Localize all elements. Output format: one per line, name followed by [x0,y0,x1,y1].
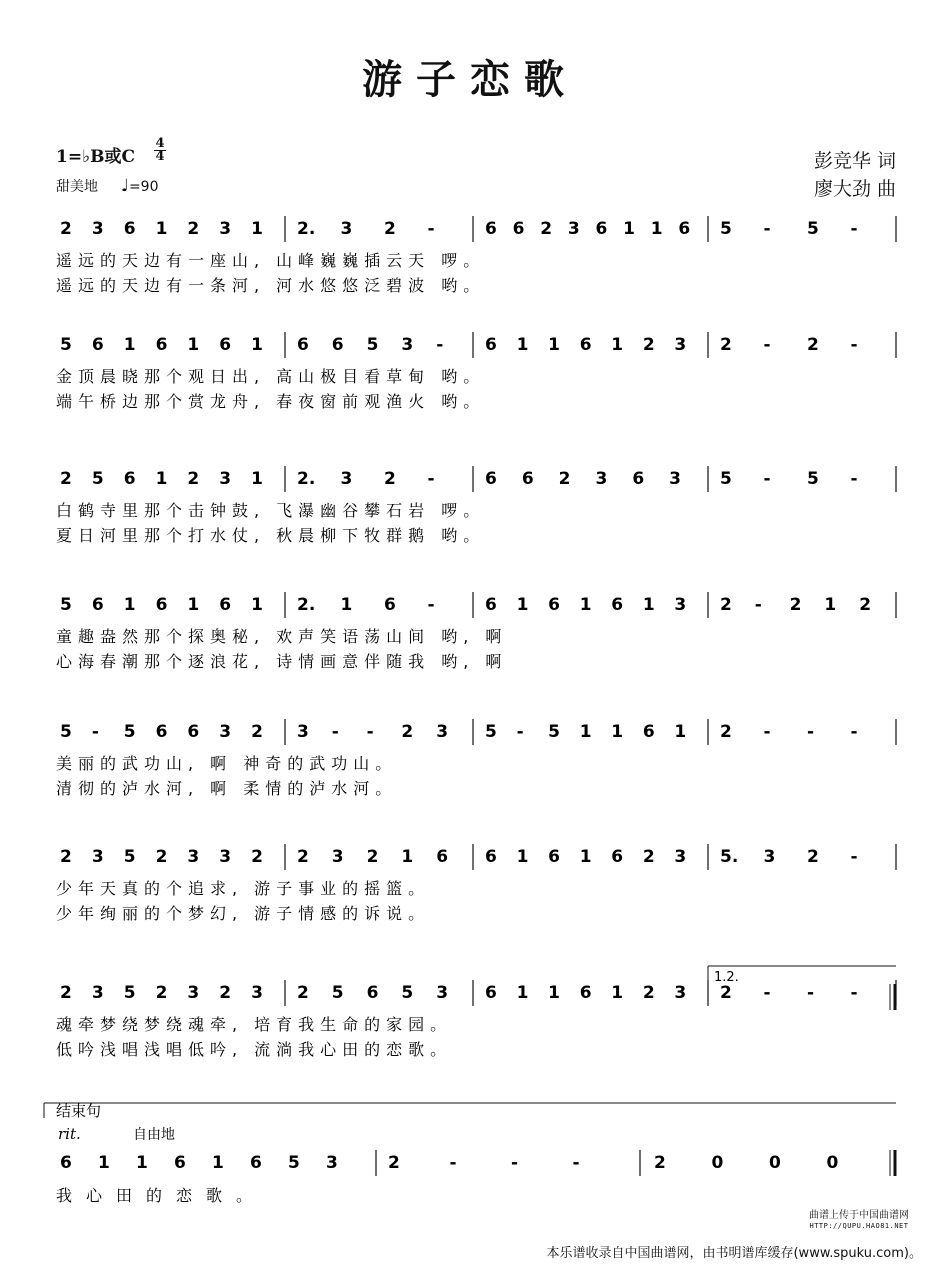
coda-note: 6 [60,1153,72,1173]
note: 6 [384,595,396,615]
note: 3 [340,219,353,239]
note: 6 [297,335,309,355]
note: 2. [297,595,316,615]
note: 2 [60,219,72,239]
note: 1 [187,595,200,615]
note: - [850,335,858,355]
coda-note: 6 [174,1153,186,1173]
note: 2 [187,219,200,239]
note: 5 [60,335,72,355]
note: 6 [485,335,497,355]
lyric-line: 魂牵梦绕梦绕魂牵, 培育我生命的家园。 [56,1015,453,1034]
note: - [850,983,858,1003]
note: 1 [650,219,663,239]
note: 2 [251,722,263,742]
note: 6 [632,469,645,489]
note: - [754,595,762,615]
note: 6 [595,219,608,239]
note: 1 [516,847,529,867]
key-signature: 1=♭B或C [56,147,135,167]
volta-label: 1.2. [714,970,739,985]
note: - [366,722,374,742]
lyric-line: 遥远的天边有一座山, 山峰巍巍插云天 啰。 [56,251,486,270]
note: 2 [720,722,732,742]
note: 1 [579,595,592,615]
coda-note: 2 [654,1153,666,1173]
note: 3 [187,847,200,867]
note: - [850,219,858,239]
note: 3 [674,595,687,615]
lyric-line: 端午桥边那个赏龙舟, 春夜窗前观渔火 哟。 [56,392,486,411]
note: - [850,469,858,489]
note: - [427,469,435,489]
note: 2 [297,983,309,1003]
note: - [516,722,524,742]
watermark-line2: HTTP://QUPU.HAO81.NET [809,1222,909,1230]
source-note: 本乐谱收录自中国曲谱网，由书明谱库缓存(www.spuku.com)。 [546,1246,922,1261]
note: 5. [720,847,739,867]
coda-note: 3 [326,1153,338,1173]
note: 6 [642,722,655,742]
note: - [427,219,435,239]
coda-label: 结束句 [56,1102,102,1120]
note: 6 [485,847,497,867]
note: 6 [512,219,525,239]
song-title: 游子恋歌 [362,56,578,103]
note: 3 [340,469,353,489]
note: 2 [807,335,819,355]
time-signature-top: 4 [155,136,165,151]
note: - [763,469,771,489]
note: 2 [384,469,396,489]
coda-lyric: 我心田的恋歌。 [56,1186,267,1205]
note: 6 [485,595,497,615]
note: 6 [579,335,592,355]
note: 6 [219,335,232,355]
note: 1 [155,219,168,239]
note: 1 [251,335,263,355]
lyric-line: 清彻的泸水河, 啊 柔情的泸水河。 [56,779,398,798]
note: 1 [123,595,136,615]
coda-note: 1 [98,1153,110,1173]
note: 5 [60,595,72,615]
note: 2 [384,219,396,239]
note: 3 [219,219,232,239]
note: 1 [340,595,353,615]
coda-note: - [511,1153,519,1173]
note: 5 [123,847,136,867]
note: 3 [763,847,776,867]
note: 2 [297,847,309,867]
note: 6 [123,219,136,239]
note: 3 [187,983,200,1003]
free-tempo-marking: 自由地 [133,1127,175,1143]
note: 1 [674,722,687,742]
note: 6 [678,219,691,239]
coda-note: - [449,1153,457,1173]
note: - [763,335,771,355]
coda-note: 6 [250,1153,262,1173]
note: 2 [859,595,872,615]
note: 1 [516,983,529,1003]
note: 1 [642,595,655,615]
note: 1 [623,219,635,239]
lyric-line: 夏日河里那个打水仗, 秋晨柳下牧群鹅 哟。 [56,526,486,545]
note: 1 [548,335,560,355]
tempo-expression: 甜美地 [56,179,98,195]
note: 3 [567,219,580,239]
note: 2 [558,469,571,489]
note: 6 [485,983,497,1003]
note: 2 [720,595,732,615]
note: 3 [91,983,104,1003]
note: 1 [579,722,592,742]
lyric-line: 金顶晨晓那个观日出, 高山极目看草甸 哟。 [56,367,486,386]
note: 1 [611,335,624,355]
note: 1 [401,847,414,867]
coda-note: 0 [711,1153,724,1173]
note: 6 [548,595,560,615]
note: 2 [720,983,732,1003]
note: 2 [187,469,200,489]
note: 1 [123,335,136,355]
lyric-line: 心海春潮那个逐浪花, 诗情画意伴随我 哟, 啊 [56,652,508,671]
note: - [763,722,771,742]
note: 3 [331,847,344,867]
note: 6 [155,335,168,355]
note: 3 [674,847,687,867]
coda-note: - [572,1153,580,1173]
note: - [331,722,339,742]
note: 6 [187,722,200,742]
rit-marking: rit. [58,1125,81,1143]
note: 1 [516,335,529,355]
note: - [807,983,815,1003]
note: 2 [251,847,263,867]
note: 6 [485,469,497,489]
note: 1 [187,335,200,355]
note: 2 [155,847,168,867]
note: 5 [123,722,136,742]
note: 2 [720,335,732,355]
note: 1 [611,722,624,742]
note: 6 [548,847,560,867]
note: 3 [219,722,232,742]
note: 6 [91,595,104,615]
coda-note: 2 [388,1153,400,1173]
note: 3 [91,219,104,239]
note: 2. [297,219,316,239]
note: 5 [366,335,379,355]
watermark-line1: 曲谱上传于中国曲谱网 [809,1210,909,1221]
note: 6 [611,847,624,867]
note: 1 [548,983,560,1003]
tempo-bpm: =90 [128,179,159,195]
note: - [436,335,444,355]
note: 5 [548,722,560,742]
note: 3 [219,469,232,489]
note: 5 [60,722,72,742]
note: 2 [642,335,655,355]
note: 2 [401,722,414,742]
note: 6 [331,335,344,355]
note: 1 [824,595,837,615]
note: 3 [674,335,687,355]
note: 5 [401,983,414,1003]
note: - [763,983,771,1003]
note: 6 [579,983,592,1003]
note: 3 [436,983,449,1003]
note: 1 [611,983,624,1003]
note: 2 [642,847,655,867]
note: 6 [436,847,449,867]
note: 2 [60,983,72,1003]
note: 2 [155,983,168,1003]
note: 5 [720,219,732,239]
note: 2 [642,983,655,1003]
note: 3 [297,722,309,742]
note: 1 [155,469,168,489]
note: 5 [807,469,819,489]
lyric-line: 白鹤寺里那个击钟鼓, 飞瀑幽谷攀石岩 啰。 [56,501,486,520]
lyric-line: 童趣盎然那个探奥秘, 欢声笑语荡山间 哟, 啊 [56,627,508,646]
note: 3 [595,469,608,489]
coda-note: 0 [826,1153,839,1173]
note: - [763,219,771,239]
note: 2 [540,219,553,239]
note: 6 [91,335,104,355]
note: 1 [516,595,529,615]
note: 1 [251,219,263,239]
note: 2 [219,983,232,1003]
note: 6 [219,595,232,615]
coda-note: 5 [288,1153,300,1173]
note: 6 [485,219,497,239]
note: - [850,847,858,867]
note: 6 [155,722,168,742]
lyric-line: 少年天真的个追求, 游子事业的摇篮。 [56,879,431,898]
lyric-line: 遥远的天边有一条河, 河水悠悠泛碧波 哟。 [56,276,486,295]
tempo-note-icon: ♩ [120,176,129,196]
note: 6 [123,469,136,489]
note: 6 [611,595,624,615]
watermark-stamp [800,1210,918,1232]
note: 5 [720,469,732,489]
note: - [427,595,435,615]
note: 5 [123,983,136,1003]
note: 3 [91,847,104,867]
note: 3 [251,983,263,1003]
time-signature-bottom: 4 [155,149,165,164]
composer-credit: 廖大劲 曲 [813,178,896,200]
note: 6 [366,983,379,1003]
lyric-line: 美丽的武功山, 啊 神奇的武功山。 [56,754,398,773]
note: 1 [251,469,263,489]
note: 5 [485,722,497,742]
note: 1 [579,847,592,867]
note: 3 [674,983,687,1003]
note: - [850,722,858,742]
coda-note: 1 [212,1153,224,1173]
coda-note: 1 [136,1153,148,1173]
note: 3 [219,847,232,867]
note: 5 [807,219,819,239]
note: 2 [60,847,72,867]
note: 6 [521,469,534,489]
lyric-line: 少年绚丽的个梦幻, 游子情感的诉说。 [56,904,431,923]
note: 2. [297,469,316,489]
note: 5 [331,983,344,1003]
note: 2 [60,469,72,489]
note: 2 [807,847,819,867]
lyricist-credit: 彭竞华 词 [813,150,896,172]
note: 6 [155,595,168,615]
note: 3 [669,469,682,489]
lyric-line: 低吟浅唱浅唱低吟, 流淌我心田的恋歌。 [56,1040,453,1059]
note: 2 [366,847,379,867]
coda-note: 0 [769,1153,781,1173]
note: - [807,722,815,742]
note: 2 [789,595,802,615]
note: - [91,722,99,742]
note: 5 [91,469,104,489]
note: 3 [401,335,414,355]
note: 1 [251,595,263,615]
note: 3 [436,722,449,742]
